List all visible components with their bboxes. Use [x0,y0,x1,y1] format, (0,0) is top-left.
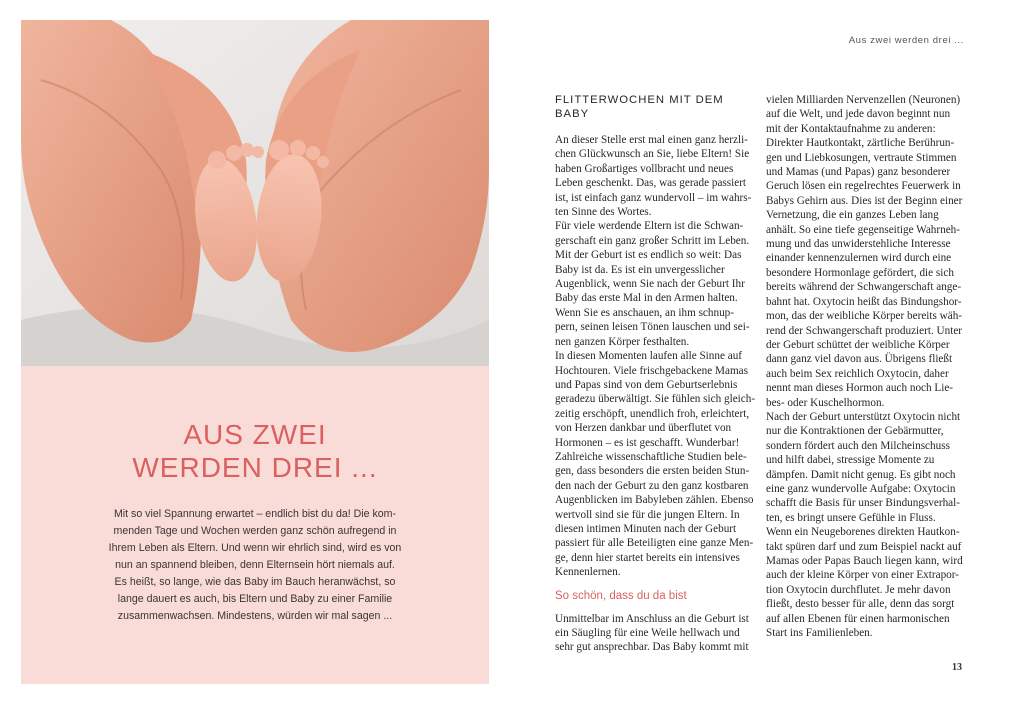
text-line: auf allen Ebenen für einen harmonischen [766,612,950,625]
text-line: Zahlreiche wissenschaftliche Studien bele- [555,450,747,463]
text-line: wertvoll sind sie für die jungen Eltern. In [555,508,740,521]
baby-feet-illustration [21,20,489,366]
text-line: besondere Hormonlage gefördert, die sich [766,266,954,279]
text-line: dann ganz viel davon aus. Übrigens fließt [766,353,953,366]
text-line: auf die Welt, und jede davon beginnt nun [766,108,951,121]
text-line: einander kennenzulernen wird durch eine [766,252,952,265]
running-head: Aus zwei werden drei ... [848,35,964,46]
text-line: bahnt hat. Oxytocin heißt das Bindungshor- [766,295,962,308]
text-line: bereits während der Schwangerschaft ange- [766,281,962,294]
text-line: pern, seinen leisen Tönen lauschen und sei- [555,321,750,334]
text-line: Augenblick, wenn Sie nach der Geburt Ihr [555,278,745,291]
text-line: mung und das unwiderstehliche Interesse [766,238,951,251]
text-line: passiert für alle Beteiligten eine ganze Men- [555,537,754,550]
text-line: Wenn ein Neugeborenes direkten Hautkon- [766,526,960,539]
text-line: Start ins Familienleben. [766,627,873,640]
chapter-title-line-2: WERDEN DREI ... [132,452,378,483]
text-line: nur die Kontraktionen der Gebärmutter, [766,425,944,438]
text-line: Mamas oder Papas Bauch liegen kann, wird [766,555,963,567]
text-line: und Mamas (und Papas) ganz besonderer [766,166,951,179]
chapter-title-line-1: AUS ZWEI [183,419,327,450]
chapter-intro [105,506,405,625]
intro-line: Es heißt, so lange, wie das Baby im Bauch heranwächst, so [114,576,396,588]
chapter-title [21,418,489,484]
text-line: Hormonen – es ist geschafft. Wunderbar! [555,436,740,449]
text-line: haben Großartiges vollbracht und neues [555,162,734,175]
text-line: bes- oder Kuschelhormon. [766,396,885,409]
text-line: fließt, desto besser für alle, denn das sorgt [766,598,955,611]
text-line: und Papas sind von dem Geburtserlebnis [555,378,738,391]
text-line: Für viele werdende Eltern ist die Schwan- [555,220,744,233]
text-line: Geruch lösen ein regelrechtes Feuerwerk in [766,180,961,193]
text-line: auch beim Sex reichlich Oxytocin, daher [766,367,949,380]
text-line: mit der Kontaktaufnahme zu anderen: [766,122,936,135]
text-line: sehr gut ansprechbar. Das Baby kommt mit [555,641,749,654]
intro-line: menden Tage und Wochen werden ganz schön aufregend in [113,525,397,537]
text-line: geradezu überwältigt. Sie fühlen sich gleich- [555,393,756,406]
text-line: ten Sinne des Wortes. [555,206,652,219]
text-line: Babys Gehirn aus. Dies ist der Beginn einer [766,194,963,207]
text-line: nen ganzen Körper festhalten. [555,335,690,348]
text-column-2 [766,93,966,640]
intro-line: Ihrem Leben als Eltern. Und wenn wir ehrlich sind, wird es von [108,542,402,554]
subheading: So schön, dass du da bist [555,589,687,602]
text-line: Vernetzung, die ein ganzes Leben lang [766,209,939,222]
text-line: diesen intimen Minuten nach der Geburt [555,522,737,535]
text-line: dämpfen. Damit nicht genug. Es gibt noch [766,468,956,481]
text-line: mon, das der weibliche Körper bereits wäh- [766,310,963,323]
page-number: 13 [952,662,962,673]
text-line: Kennenlernen. [555,566,621,579]
text-line: schafft die Basis für unser Bindungsverhal- [766,497,960,510]
baby-feet-photo [21,20,489,366]
text-line: ten, es bringt unsere Gefühle in Fluss. [766,511,936,524]
text-line: vielen Milliarden Nervenzellen (Neuronen) [766,94,961,106]
text-line: An dieser Stelle erst mal einen ganz herzli- [555,134,748,146]
text-line: eine ganz wundervolle Aufgabe: Oxytocin [766,482,956,495]
text-line: tion Oxytocin durchflutet. Je mehr davon [766,583,951,596]
text-line: auch der kleine Körper von einer Extrapor- [766,569,959,582]
text-line: gen und Liebkosungen, vertraute Stimmen [766,151,957,164]
paragraph [766,525,966,640]
paragraph [555,349,755,580]
text-line: Unmittelbar im Anschluss an die Geburt ist [555,612,749,625]
section-title: FLITTERWOCHEN MIT DEM BABY [555,94,724,120]
text-line: gen, dass besonders die ersten beiden Stun- [555,465,750,478]
left-page [21,20,489,684]
text-line: sondern fördert auch den Milcheinschuss [766,439,950,452]
paragraph [555,133,755,219]
text-line: Baby das erste Mal in den Armen halten. [555,292,738,305]
text-line: rend der Schwangerschaft produziert. Unter [766,324,963,337]
text-line: takt spüren darf und zum Beispiel nackt auf [766,540,962,553]
paragraph [555,219,755,349]
text-line: anhält. So eine tiefe gegenseitige Wahrneh- [766,223,960,236]
text-line: den nach der Geburt zu den ganz kostbaren [555,479,749,492]
text-line: ist, ist einfach ganz wundervoll – im wahrs- [555,191,752,204]
text-line: gerschaft ein ganz großer Schritt im Leben. [555,234,750,247]
paragraph [555,612,755,655]
paragraph [766,410,966,525]
text-line: ge, denn hier startet bereits ein intensives [555,551,740,564]
intro-line: lange dauert es auch, bis Eltern und Baby zu einer Familie [117,593,393,605]
text-line: Wenn Sie es anschauen, an ihm schnup- [555,306,734,319]
text-line: nennt man dieses Hormon auch noch Lie- [766,382,954,395]
intro-line: nun an spannend bleiben, denn Elternsein hört niemals auf. [115,559,395,571]
text-line: Leben geschenkt. Das, was gerade passiert [555,177,747,190]
paragraph [766,93,966,410]
text-line: Hochtouren. Viele frischgebackene Mamas [555,364,748,377]
text-line: Baby ist da. Es ist ein unvergesslicher [555,263,725,276]
text-line: zeitig erschöpft, unendlich froh, erleichtert, [555,407,750,420]
text-line: von Herzen dankbar und überflutet von [555,422,732,435]
text-line: Augenblicken im Babyleben zählen. Ebenso [555,494,754,507]
text-line: der Geburt schüttet der weibliche Körper [766,338,950,351]
text-column-1 [555,93,755,655]
text-line: In diesen Momenten laufen alle Sinne auf [555,350,743,363]
text-line: Direkter Hautkontakt, zärtliche Berührun- [766,137,955,150]
intro-line: Mit so viel Spannung erwartet – endlich bist du da! Die kom- [113,508,397,520]
text-line: chen Glückwunsch an Sie, liebe Eltern! Sie [555,148,750,161]
text-line: ein Säugling für eine Weile hellwach und [555,627,740,639]
intro-line: zusammenwachsen. Mindestens, würden wir mal sagen ... [117,610,393,622]
text-line: Nach der Geburt unterstützt Oxytocin nicht [766,410,961,423]
text-line: Mit der Geburt ist es endlich so weit: Das [555,249,742,262]
text-line: und hilft dabei, stressige Momente zu [766,454,935,467]
